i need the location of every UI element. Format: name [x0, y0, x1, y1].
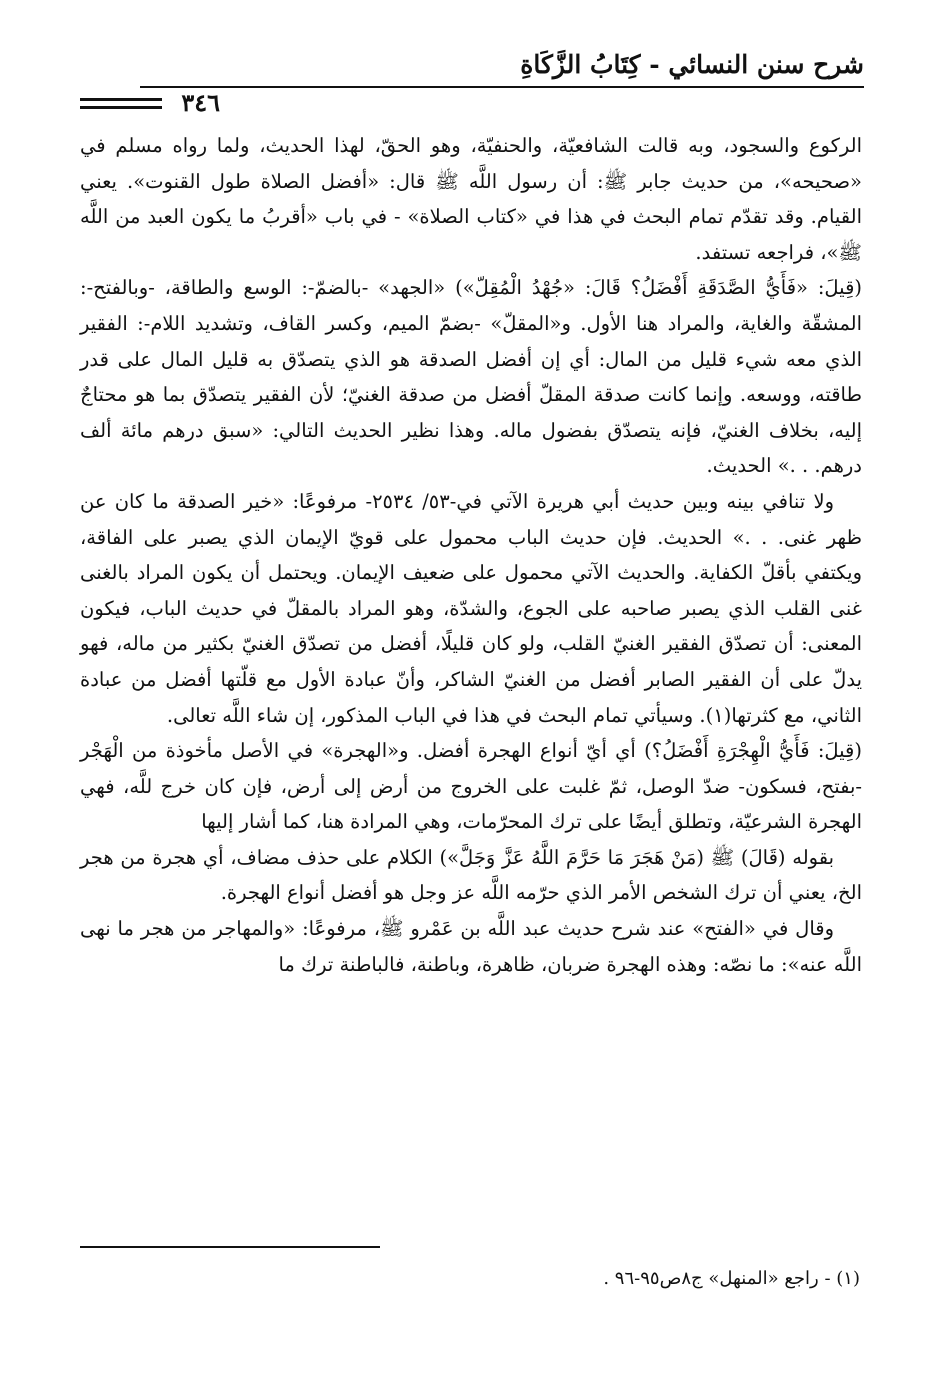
- page-number-block: [80, 88, 220, 117]
- paragraph: (قِيلَ: «فَأَيُّ الصَّدَقَةِ أَفْضَلُ؟ قَالَ: «جُهْدُ الْمُقِلّ») «الجهد» -بالضمّ-: الوسع والطاقة، -وبالفتح-: المشقّة والغاية، والمراد هنا الأول. و«المقلّ» -بضمّ الميم، وكسر القاف، وتشديد اللام-: الفقير الذي معه شيء قليل من المال: أي إن أفضل الصدقة هو الذي يتصدّق به قليل المال على قدر طاقته، ووسعه. وإنما كانت صدقة المقلّ أفضل من صدقة الغنيّ؛ لأن الفقير يتصدّق بما هو محتاجٌ إليه، بخلاف الغنيّ، فإنه يتصدّق بفضول ماله. وهذا نظير الحديث التالي: «سبق درهم مائة ألف درهم. . .» الحديث.: [80, 276, 862, 478]
- header-rule: [140, 86, 864, 88]
- running-title: شرح سنن النسائي - كِتَابُ الزَّكَاةِ: [520, 50, 864, 79]
- footnote-separator: [80, 1246, 380, 1248]
- page-number: ٣٤٦: [175, 88, 220, 117]
- footnote: (١) - راجع «المنهل» ج٨ص٩٥-٩٦ .: [603, 1268, 860, 1289]
- page-header: [80, 50, 864, 117]
- paragraph: ولا تنافي بينه وبين حديث أبي هريرة الآتي في-٥٣/ ٢٥٣٤- مرفوعًا: «خير الصدقة ما كان عن ظهر غنى. . .» الحديث. فإن حديث الباب محمول على قويّ الإيمان الذي يصبر على الفاقة، ويكتفي بأقلّ الكفاية. والحديث الآتي محمول على ضعيف الإيمان. ويحتمل أن يكون المراد بالغنى غنى القلب الذي يصبر صاحبه على الجوع، والشدّة، وهو المراد بالمقلّ في حديث الباب، فيكون المعنى: أن تصدّق الفقير الغنيّ القلب، ولو كان قليلًا، أفضل من تصدّق الغنيّ بكثير من ماله، فهو يدلّ على أن الفقير الصابر أفضل من الغنيّ الشاكر، وأنّ عبادة الأول مع قلّتها أفضل من عبادة الثاني، مع كثرتها(١). وسيأتي تمام البحث في هذا في الباب المذكور، إن شاء اللَّه تعالى.: [80, 489, 862, 727]
- paragraph: وقال في «الفتح» عند شرح حديث عبد اللَّه بن عَمْرو ﷺ، مرفوعًا: «والمهاجر من هجر ما نهى اللَّه عنه»: ما نصّه: وهذه الهجرة ضربان، ظاهرة، وباطنة، فالباطنة ترك ما: [80, 917, 862, 976]
- paragraph: (قِيلَ: فَأَيُّ الْهِجْرَةِ أَفْضَلُ؟) أي أيّ أنواع الهجرة أفضل. و«الهجرة» في الأصل مأخوذة من الْهَجْر -بفتح، فسكون- ضدّ الوصل، ثمّ غلبت على الخروج من أرض إلى أرض، فإن كان خرج للَّه، فهي الهجرة الشرعيّة، وتطلق أيضًا على ترك المحرّمات، وهي المرادة هنا، كما أشار إليها: [80, 739, 862, 834]
- body-text: [80, 128, 862, 982]
- paragraph: بقوله (قَالَ) ﷺ (مَنْ هَجَرَ مَا حَرَّمَ اللَّهُ عَزَّ وَجَلَّ») الكلام على حذف مضاف، أي هجرة من هجر الخ، يعني أن ترك الشخص الأمر الذي حرّمه اللَّه عز وجل هو أفضل أنواع الهجرة.: [80, 845, 862, 905]
- paragraph: الركوع والسجود، وبه قالت الشافعيّة، والحنفيّة، وهو الحقّ، لهذا الحديث، ولما رواه مسلم في «صحيحه»، من حديث جابر ﷺ: أن رسول اللَّه ﷺ قال: «أفضل الصلاة طول القنوت». يعني القيام. وقد تقدّم تمام البحث في هذا في «كتاب الصلاة» - في باب «أقربُ ما يكون العبد من اللَّه ﷺ»، فراجعه تستفد.: [80, 134, 862, 264]
- page-number-double-rule: [80, 98, 162, 109]
